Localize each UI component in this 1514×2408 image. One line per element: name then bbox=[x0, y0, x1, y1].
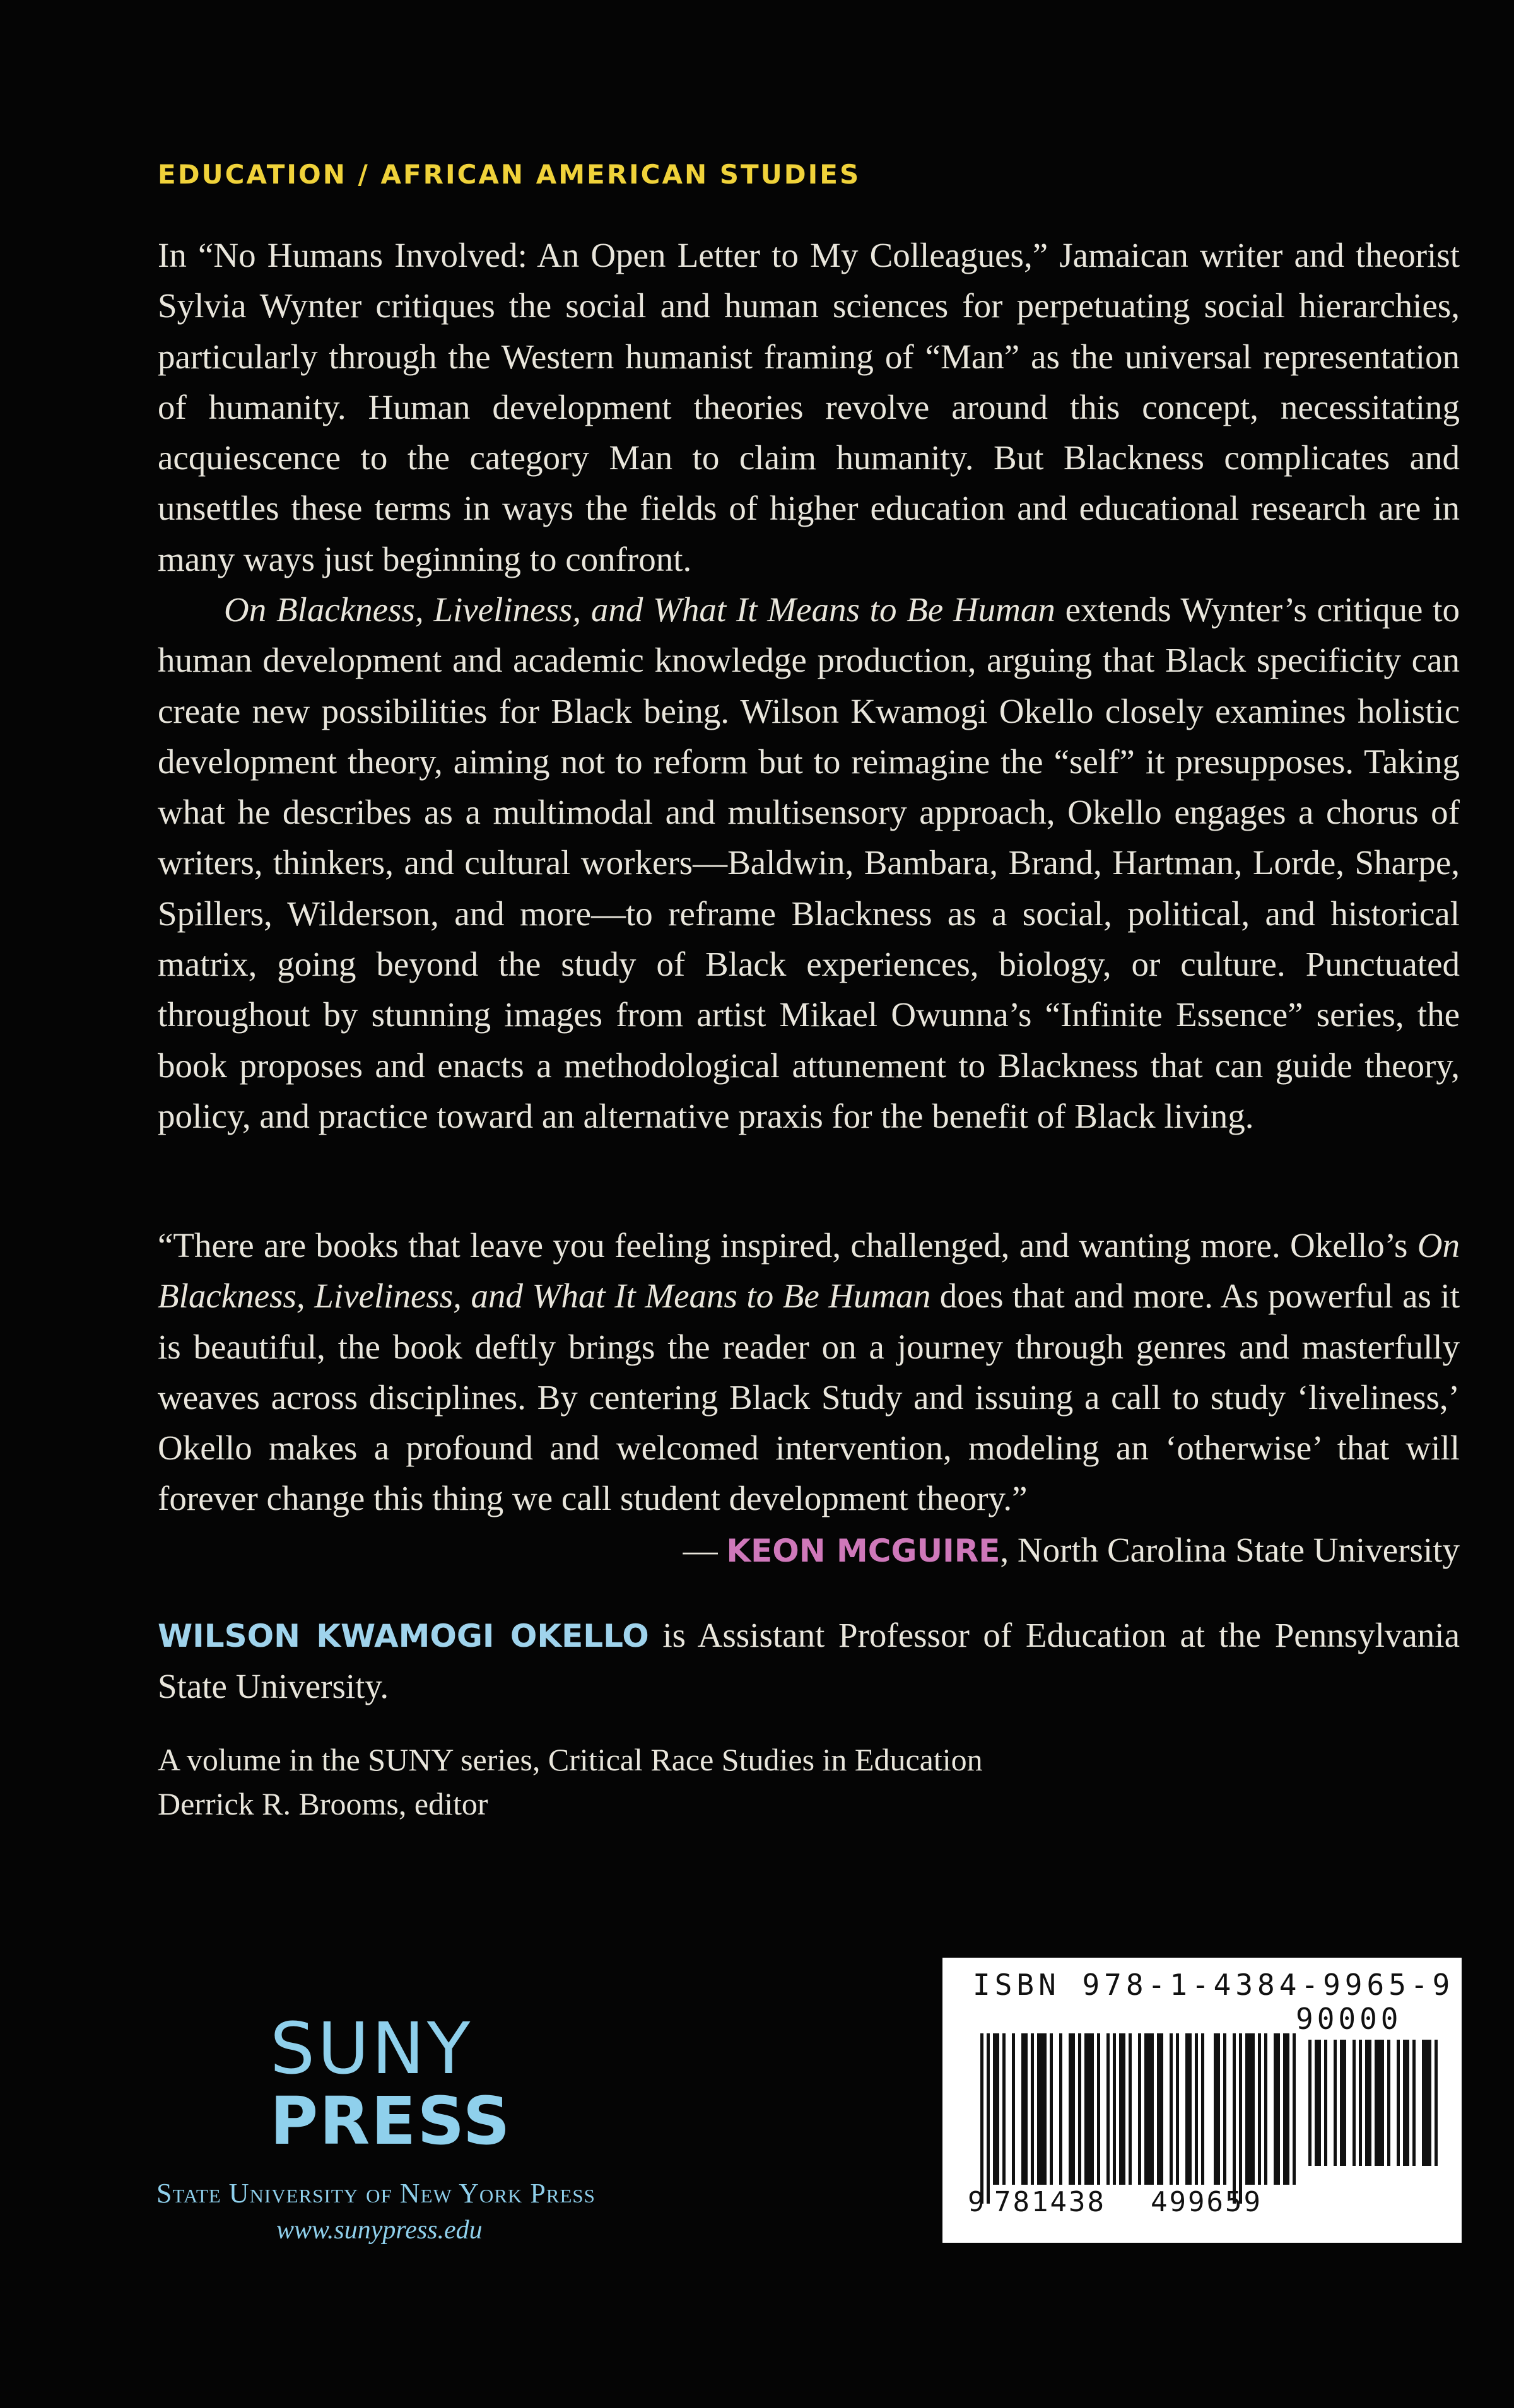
publisher-logo-suny: SUNY bbox=[270, 2008, 473, 2090]
barcode-stripe bbox=[1412, 2040, 1416, 2166]
barcode-digit-group-1: 781438 bbox=[994, 2186, 1106, 2218]
attribution-dash: — bbox=[683, 1531, 727, 1569]
barcode-stripe bbox=[1340, 2040, 1346, 2166]
barcode-stripe bbox=[1387, 2040, 1390, 2166]
barcode-stripe bbox=[1422, 2040, 1431, 2166]
isbn-barcode bbox=[942, 1958, 1462, 2243]
category-label: EDUCATION / AFRICAN AMERICAN STUDIES bbox=[158, 159, 861, 190]
barcode-stripe bbox=[1021, 2033, 1028, 2185]
author-bio bbox=[158, 1610, 1460, 1712]
barcode-stripe bbox=[1245, 2033, 1255, 2185]
author-name: WILSON KWAMOGI OKELLO bbox=[158, 1618, 649, 1654]
description-paragraph-2 bbox=[158, 585, 1460, 1142]
endorser-affiliation: , North Carolina State University bbox=[1000, 1531, 1460, 1569]
barcode-stripe bbox=[1283, 2033, 1289, 2185]
barcode-stripe bbox=[1195, 2033, 1198, 2185]
series-editor: Derrick R. Brooms, editor bbox=[158, 1786, 488, 1821]
barcode-stripe bbox=[1185, 2033, 1192, 2185]
barcode-stripe bbox=[1233, 2033, 1236, 2204]
barcode-stripe bbox=[1170, 2033, 1173, 2185]
barcode-stripe bbox=[1201, 2033, 1204, 2185]
barcode-stripe bbox=[1138, 2033, 1141, 2185]
series-line: A volume in the SUNY series, Critical Race Studies in Education bbox=[158, 1742, 983, 1777]
barcode-stripe bbox=[1059, 2033, 1062, 2185]
barcode-stripe bbox=[987, 2033, 990, 2204]
endorsement-quote bbox=[158, 1220, 1460, 1524]
barcode-stripe bbox=[1274, 2033, 1280, 2185]
barcode-bars bbox=[980, 2033, 1296, 2204]
quote-book-title: On Blackness, Liveliness, and What It Means to Be Human bbox=[158, 1226, 1460, 1316]
barcode-stripe bbox=[1031, 2033, 1034, 2185]
series-info bbox=[158, 1738, 983, 1826]
endorser-name: KEON MCGUIRE bbox=[726, 1533, 1001, 1569]
barcode-stripe bbox=[1308, 2040, 1312, 2166]
barcode-stripe bbox=[1353, 2040, 1356, 2166]
addon-barcode-bars bbox=[1308, 2040, 1441, 2169]
barcode-stripe bbox=[1403, 2040, 1409, 2166]
barcode-stripe bbox=[1397, 2040, 1400, 2166]
endorsement-attribution bbox=[683, 1525, 1460, 1576]
barcode-stripe bbox=[1050, 2033, 1053, 2185]
publisher-logo-press: PRESS bbox=[270, 2083, 512, 2160]
barcode-stripe bbox=[1293, 2033, 1296, 2185]
barcode-stripe bbox=[1157, 2033, 1163, 2185]
barcode-stripe bbox=[1324, 2040, 1327, 2166]
barcode-stripe bbox=[1365, 2040, 1371, 2166]
barcode-stripe bbox=[1106, 2033, 1110, 2185]
book-title: On Blackness, Liveliness, and What It Means to Be Human bbox=[224, 590, 1055, 629]
barcode-stripe bbox=[1176, 2033, 1179, 2185]
barcode-stripe bbox=[1223, 2033, 1226, 2185]
barcode-stripe bbox=[1315, 2040, 1321, 2166]
description-paragraph-2-text: extends Wynter’s critique to human development and academic knowledge production, arguing that Black specificity can create new possibilities for Black being. Wilson Kwamogi Okello closely examines holistic development theory, aiming not to reform but to reimagine the “self” it presupposes. Taking what he describes as a multimodal and multisensory approach, Okello engages a chorus of writers, thinkers, and cultural workers—Baldwin, Bambara, Brand, Hartman, Lorde, Sharpe, Spillers, Wilderson, and more—to reframe Blackness as a social, political, and historical matrix, going beyond the study of Black experiences, biology, or culture. Punctuated throughout by stunning images from artist Mikael Owunna’s “Infinite Essence” series, the book proposes and enacts a methodological attunement to Blackness that can guide theory, policy, and practice toward an alternative praxis for the benefit of Black living. bbox=[158, 590, 1460, 1135]
barcode-stripe bbox=[1113, 2033, 1116, 2185]
barcode-digit-group-2: 499659 bbox=[1151, 2186, 1262, 2218]
barcode-stripe bbox=[1129, 2033, 1132, 2185]
barcode-stripe bbox=[1435, 2040, 1438, 2166]
quote-end: does that and more. As powerful as it is beautiful, the book deftly brings the reader on a journey through genres and masterfully weaves across disciplines. By centering Black Study and issuing a call to study ‘liveliness,’ Okello makes a profound and welcomed intervention, modeling an ‘otherwise’ that will forever change this thing we call student development theory.” bbox=[158, 1277, 1460, 1518]
barcode-stripe bbox=[1037, 2033, 1047, 2185]
barcode-stripe bbox=[1375, 2040, 1384, 2166]
publisher-website: www.sunypress.edu bbox=[276, 2216, 483, 2245]
barcode-stripe bbox=[1002, 2033, 1006, 2185]
barcode-stripe bbox=[1359, 2040, 1362, 2166]
publisher-full-name: State University of New York Press bbox=[156, 2178, 596, 2209]
description-paragraph-1: In “No Humans Involved: An Open Letter to My Colleagues,” Jamaican writer and theorist Sylvia Wynter critiques the social and human sciences for perpetuating social hierarchies, particularly through the Western humanist framing of “Man” as the universal representation of humanity. Human development theories revolve around this concept, necessitating acquiescence to the category Man to claim humanity. But Blackness complicates and unsettles these terms in ways the fields of higher education and educational research are in many ways just beginning to confront. bbox=[158, 236, 1460, 578]
barcode-stripe bbox=[980, 2033, 983, 2204]
barcode-stripe bbox=[1078, 2033, 1081, 2185]
barcode-stripe bbox=[1214, 2033, 1220, 2185]
barcode-stripe bbox=[1069, 2033, 1075, 2185]
barcode-stripe bbox=[1119, 2033, 1125, 2185]
quote-start: “There are books that leave you feeling inspired, challenged, and wanting more. Okello’s bbox=[158, 1226, 1417, 1265]
barcode-stripe bbox=[1084, 2033, 1094, 2185]
barcode-stripe bbox=[993, 2033, 999, 2185]
author-bio-text: is Assistant Professor of Education at the Pennsylvania State University. bbox=[158, 1616, 1460, 1706]
barcode-digit-first: 9 bbox=[968, 2186, 985, 2218]
barcode-stripe bbox=[1264, 2033, 1267, 2185]
barcode-stripe bbox=[1012, 2033, 1015, 2185]
barcode-stripe bbox=[1258, 2033, 1261, 2185]
barcode-stripe bbox=[1097, 2033, 1100, 2185]
barcode-stripe bbox=[1144, 2033, 1154, 2185]
barcode-stripe bbox=[1334, 2040, 1337, 2166]
barcode-stripe bbox=[1239, 2033, 1242, 2204]
isbn-label: ISBN 978-1-4384-9965-9 bbox=[973, 1968, 1455, 2002]
price-addon-digits: 90000 bbox=[1296, 2002, 1402, 2036]
